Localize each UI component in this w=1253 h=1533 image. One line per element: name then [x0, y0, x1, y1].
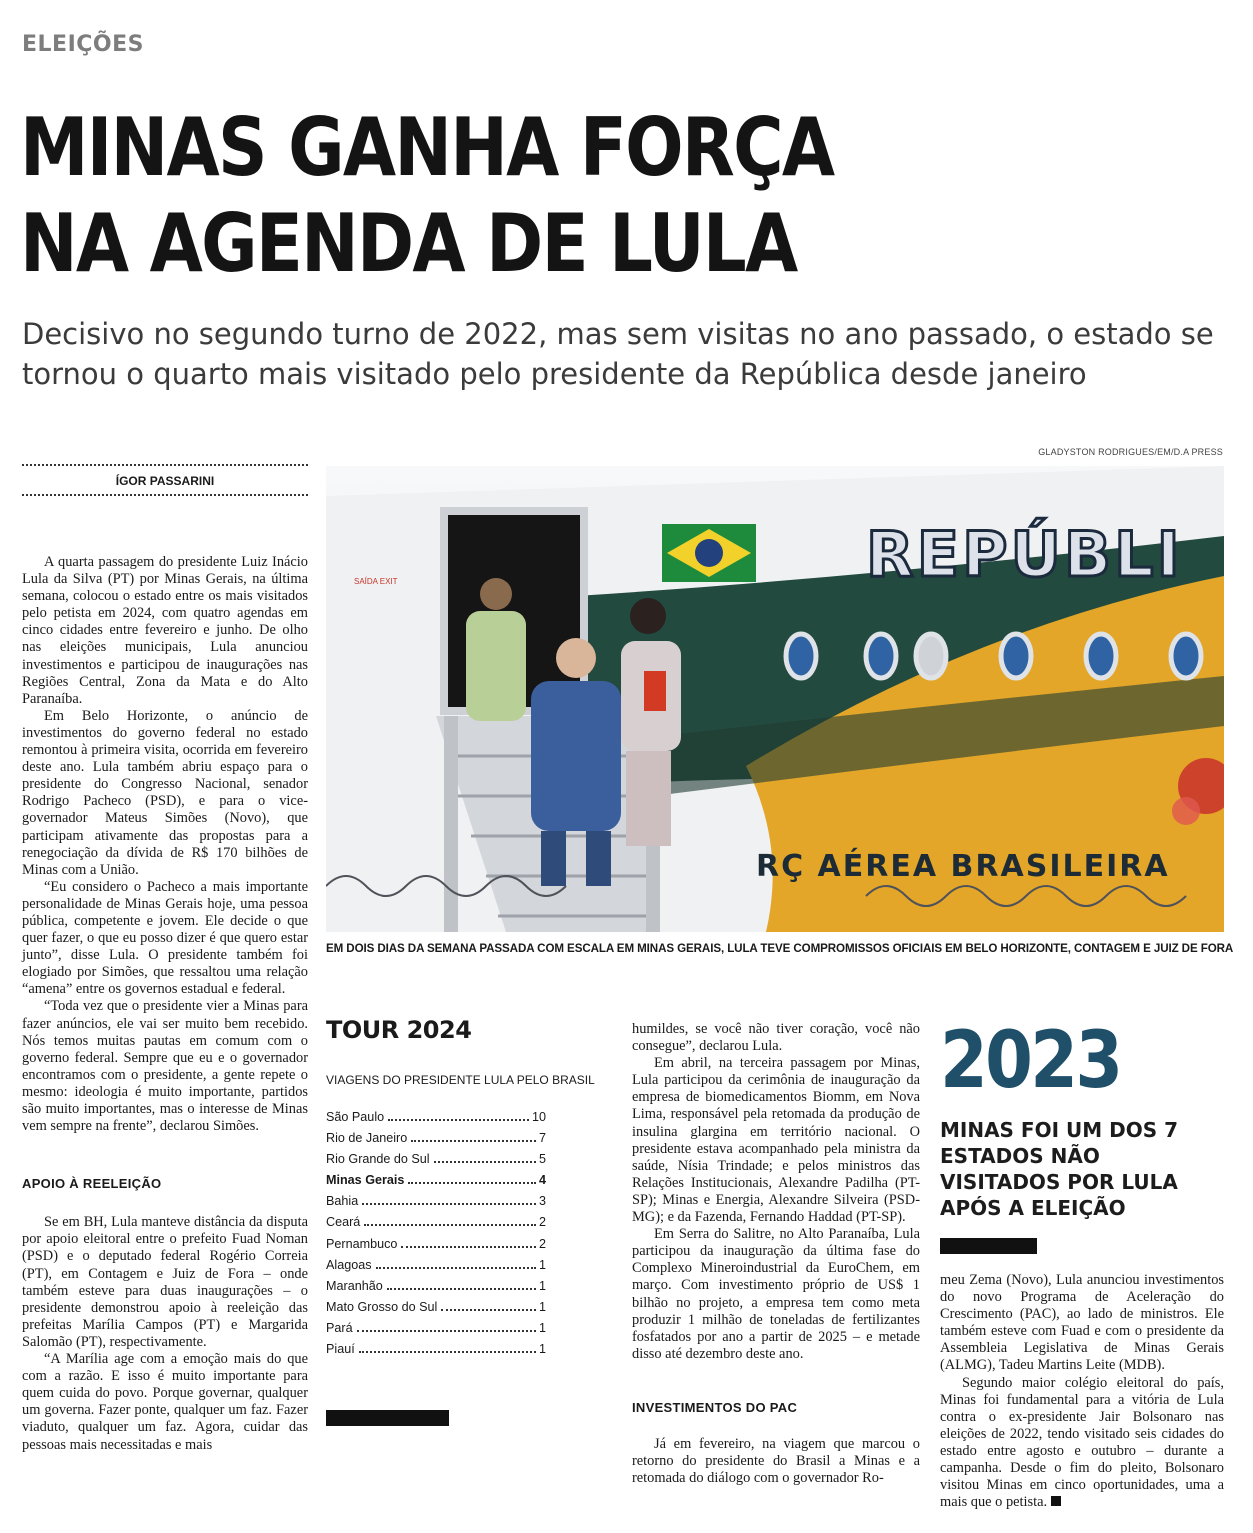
- tour-count: 1: [538, 1342, 546, 1357]
- tour-row: [326, 1194, 546, 1215]
- section-label: ELEIÇÕES: [22, 32, 144, 57]
- tour-count: 1: [538, 1257, 546, 1272]
- tour-leader-dots: [359, 1351, 536, 1353]
- tour-title: TOUR 2024: [326, 1016, 472, 1044]
- photo-lula-plane: [326, 466, 1224, 932]
- tour-count: 2: [538, 1236, 546, 1251]
- tour-leader-dots: [362, 1203, 536, 1205]
- tour-count: 10: [531, 1110, 546, 1124]
- paragraph: “Eu considero o Pacheco a mais importante personalidade de Minas Gerais hoje, uma pessoa pública, competente e jovem. Ele decide o que quer fazer, o que eu posso dizer é que quero estar junto”, disse Lula. O presidente também foi elogiado por Simões, que ressaltou uma relação “amena” entre os governos estadual e federal.: [22, 878, 308, 998]
- tour-row: [326, 1300, 546, 1321]
- tour-leader-dots: [364, 1224, 536, 1226]
- tour-state: Mato Grosso do Sul: [326, 1299, 438, 1314]
- paragraph: A quarta passagem do presidente Luiz Inácio Lula da Silva (PT) por Minas Gerais, na última semana, colocou o estado entre os mais visitados pelo petista em 2024, com quatro agendas em cinco cidades entre fevereiro e junho. De olho nas eleições municipais, Lula anunciou investimentos e participou de inaugurações nas Regiões Central, Zona da Mata e do Alto Paranaíba.: [22, 554, 308, 707]
- paragraph: humildes, se você não tiver coração, você não consegue”, declarou Lula.: [632, 1021, 920, 1055]
- tour-state: Bahia: [326, 1194, 359, 1209]
- paragraph: Em Belo Horizonte, o anúncio de investimentos do governo federal no estado remontou à primeira visita, ocorrida em fevereiro deste ano. Lula também abriu espaço para o presidente do Congresso Nacional, senador Rodrigo Pacheco (PSD), e para o vice-governador Mateus Simões (Novo), que participam ativamente das propostas para a renegociação da dívida de R$ 170 bilhões de Minas com a União.: [22, 707, 308, 878]
- tour-count: 3: [538, 1194, 546, 1209]
- tour-row: [326, 1131, 546, 1152]
- paragraph: Se em BH, Lula manteve distância da disputa por apoio eleitoral entre o prefeito Fuad Noman (PSD) e o deputado federal Rogério Correia (PT), em Contagem e Juiz de Fora – onde também esteve para duas inaugurações – o presidente demonstrou apoio à reeleição das prefeitas Marília Campos (PT) e Margarida Salomão (PT), respectivamente.: [22, 1214, 308, 1350]
- paragraph-text: Segundo maior colégio eleitoral do país, Minas foi fundamental para a vitória de Lula contra o ex-presidente Jair Bolsonaro nas eleições de 2022, tendo visitado seis cidades do estado entre agosto e outubro – durante a campanha. Desde o fim do pleito, Bolsonaro visitou Minas em cinco oportunidades, uma a mais que o petista.: [940, 1374, 1224, 1511]
- tour-state: Pernambuco: [326, 1236, 398, 1251]
- headline-line-2: NA AGENDA DE LULA: [20, 197, 797, 290]
- tour-count: 1: [538, 1320, 546, 1335]
- tour-state: Ceará: [326, 1215, 361, 1230]
- byline: ÍGOR PASSARINI: [115, 474, 215, 488]
- tour-leader-dots: [411, 1140, 536, 1142]
- tour-leader-dots: [357, 1330, 536, 1332]
- highlight-text: MINAS FOI UM DOS 7 ESTADOS NÃO VISITADOS POR LULA APÓS A ELEIÇÃO: [940, 1118, 1178, 1220]
- tour-state: Maranhão: [326, 1278, 383, 1293]
- byline-rule-top: [22, 464, 308, 466]
- paragraph: meu Zema (Novo), Lula anunciou investimentos do novo Programa de Aceleração do Crescimento (PAC), ao lado de ministros. Ele também esteve com Fuad e com o presidente da Assembleia Legislativa de Minas Gerais (ALMG), Tadeu Martins Leite (MDB).: [940, 1272, 1224, 1374]
- tour-row: [326, 1258, 546, 1279]
- plane-text-republica: REPÚBLI: [866, 518, 1183, 591]
- tour-state: Rio Grande do Sul: [326, 1152, 430, 1167]
- tour-end-bar: [326, 1410, 449, 1426]
- tour-row: [326, 1279, 546, 1300]
- paragraph: “Toda vez que o presidente vier a Minas para fazer anúncios, ele vai ser muito bem recebido. Nós temos muitas pautas em comum com o governo federal. Sempre que eu e o governador encontramos com o presidente, a gente repete o mesmo: ideologia é muito importante, partidos são muito importantes, mas o interesse de Minas vem sempre na frente”, declarou Simões.: [22, 998, 308, 1135]
- headline: [20, 100, 1052, 292]
- column-3: [632, 1021, 920, 1487]
- tour-state: São Paulo: [326, 1110, 385, 1124]
- plane-door-label: SAÍDA EXIT: [354, 577, 398, 586]
- subhead-pac: INVESTIMENTOS DO PAC: [632, 1399, 798, 1415]
- byline-rule-bottom: [22, 494, 308, 496]
- tour-state: Pará: [326, 1320, 353, 1335]
- headline-line-1: MINAS GANHA FORÇA: [20, 101, 834, 194]
- highlight-number: 2023: [940, 1016, 1121, 1106]
- deck: Decisivo no segundo turno de 2022, mas sem visitas no ano passado, o estado se tornou o quarto mais visitado pelo presidente da República desde janeiro: [22, 317, 1214, 391]
- tour-row: [326, 1342, 546, 1363]
- tour-row: [326, 1110, 546, 1131]
- tour-count: 1: [538, 1278, 546, 1293]
- tour-row: [326, 1237, 546, 1258]
- tour-count: 5: [538, 1152, 546, 1167]
- highlight-bar: [940, 1238, 1037, 1254]
- tour-row: [326, 1321, 546, 1342]
- tour-count: 1: [538, 1299, 546, 1314]
- tour-leader-dots: [441, 1309, 536, 1311]
- paragraph: [940, 1375, 1224, 1512]
- plane-illustration: [326, 466, 1224, 932]
- tour-leader-dots: [387, 1288, 536, 1290]
- tour-state: Rio de Janeiro: [326, 1131, 408, 1146]
- tour-count: 7: [538, 1131, 546, 1146]
- photo-caption: EM DOIS DIAS DA SEMANA PASSADA COM ESCALA EM MINAS GERAIS, LULA TEVE COMPROMISSOS OFICIAIS EM BELO HORIZONTE, CONTAGEM E JUIZ DE FORA: [326, 942, 1234, 955]
- tour-leader-dots: [434, 1161, 536, 1163]
- tour-row: [326, 1152, 546, 1173]
- tour-leader-dots: [376, 1267, 536, 1269]
- column-4: [940, 1272, 1224, 1511]
- subhead-apoio: APOIO À REELEIÇÃO: [22, 1176, 162, 1192]
- photo-credit: GLADYSTON RODRIGUES/EM/D.A PRESS: [1038, 447, 1223, 457]
- tour-state: Piauí: [326, 1342, 355, 1357]
- tour-count: 2: [538, 1215, 546, 1230]
- column-1: [22, 554, 308, 1454]
- paragraph: “A Marília age com a emoção mais do que com a razão. E isso é muito importante para quem cuida do povo. Porque governar, qualquer um governa. Fazer ponte, qualquer um faz. Fazer viaduto, qualquer um faz. Agora, cuidar das pessoas mais necessitadas e mais: [22, 1351, 308, 1453]
- tour-count: 4: [538, 1173, 546, 1188]
- tour-row: [326, 1215, 546, 1236]
- tour-list: [326, 1110, 546, 1363]
- tour-leader-dots: [408, 1182, 536, 1184]
- paragraph: Em Serra do Salitre, no Alto Paranaíba, Lula participou da inauguração da última fase do Complexo Mineroindustrial da EuroChem, em março. Com investimento próprio de US$ 1 bilhão no projeto, a empresa tem como meta produzir 1 milhão de toneladas de fertilizantes fosfatados por ano a partir de 2025 – e metade disso até dezembro deste ano.: [632, 1226, 920, 1362]
- tour-row-highlight: [326, 1173, 546, 1194]
- plane-text-forca-aerea: RÇ AÉREA BRASILEIRA: [756, 849, 1170, 884]
- paragraph: Já em fevereiro, na viagem que marcou o retorno do presidente do Brasil a Minas e a retomada do diálogo com o governador Ro-: [632, 1435, 920, 1487]
- tour-leader-dots: [401, 1246, 536, 1248]
- tour-state: Minas Gerais: [326, 1173, 405, 1188]
- tour-leader-dots: [388, 1119, 529, 1121]
- tour-state: Alagoas: [326, 1257, 372, 1272]
- paragraph: Em abril, na terceira passagem por Minas, Lula participou da cerimônia de inauguração da empresa de biomedicamentos Biomm, em Nova Lima, responsável pela retomada da produção de insulina glargina em território nacional. O presidente estava acompanhado pela ministra da saúde, Nísia Trindade; e pelos ministros das Relações Institucionais, Alexandre Padilha (PT-SP); Minas e Energia, Alexandre Silveira (PSD-MG); e da Fazenda, Fernando Haddad (PT-SP).: [632, 1055, 920, 1226]
- tour-subtitle: VIAGENS DO PRESIDENTE LULA PELO BRASIL: [326, 1073, 595, 1087]
- end-mark-icon: [1051, 1496, 1061, 1506]
